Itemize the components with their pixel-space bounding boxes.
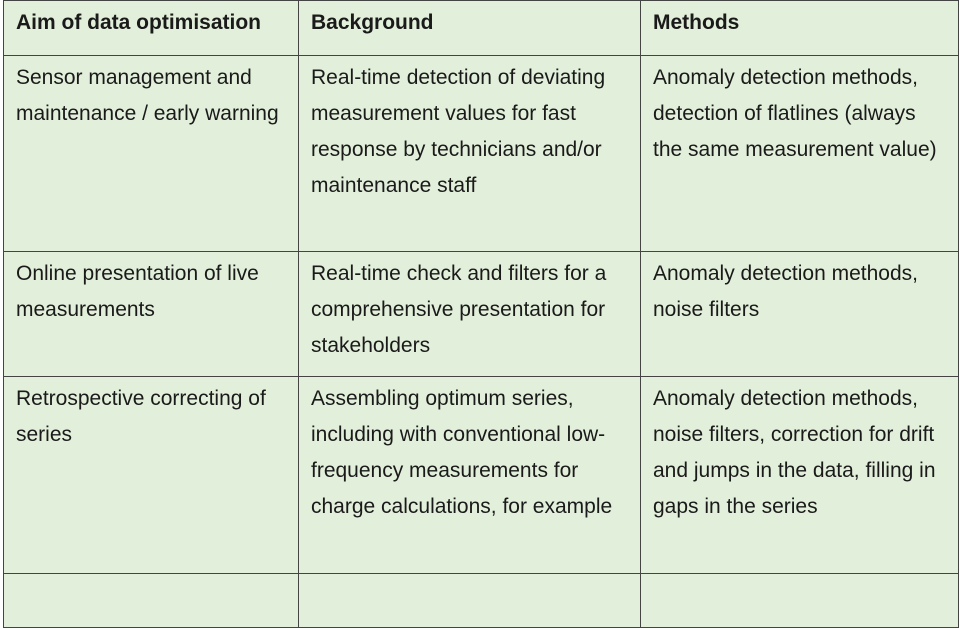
table-header-row <box>4 1 959 56</box>
cell-aim: Online presentation of live measurements <box>4 252 299 377</box>
cell-methods <box>641 574 959 628</box>
data-optimisation-table <box>3 0 959 628</box>
cell-background: Assembling optimum series, including with conventional low-frequency measurements for charge calculations, for example <box>299 377 641 574</box>
header-aim: Aim of data optimisation <box>4 1 299 56</box>
cell-background <box>299 574 641 628</box>
cell-aim <box>4 574 299 628</box>
cell-background: Real-time detection of deviating measurement values for fast response by technicians and/or maintenance staff <box>299 56 641 252</box>
cell-background: Real-time check and filters for a comprehensive presentation for stakeholders <box>299 252 641 377</box>
header-methods: Methods <box>641 1 959 56</box>
header-background: Background <box>299 1 641 56</box>
table-row-empty <box>4 574 959 628</box>
cell-aim: Retrospective correcting of series <box>4 377 299 574</box>
table-row <box>4 377 959 574</box>
cell-methods: Anomaly detection methods, noise filters <box>641 252 959 377</box>
cell-methods: Anomaly detection methods, noise filters, correction for drift and jumps in the data, filling in gaps in the series <box>641 377 959 574</box>
table-row <box>4 252 959 377</box>
table-row <box>4 56 959 252</box>
cell-aim: Sensor management and maintenance / early warning <box>4 56 299 252</box>
cell-methods: Anomaly detection methods, detection of flatlines (always the same measurement value) <box>641 56 959 252</box>
